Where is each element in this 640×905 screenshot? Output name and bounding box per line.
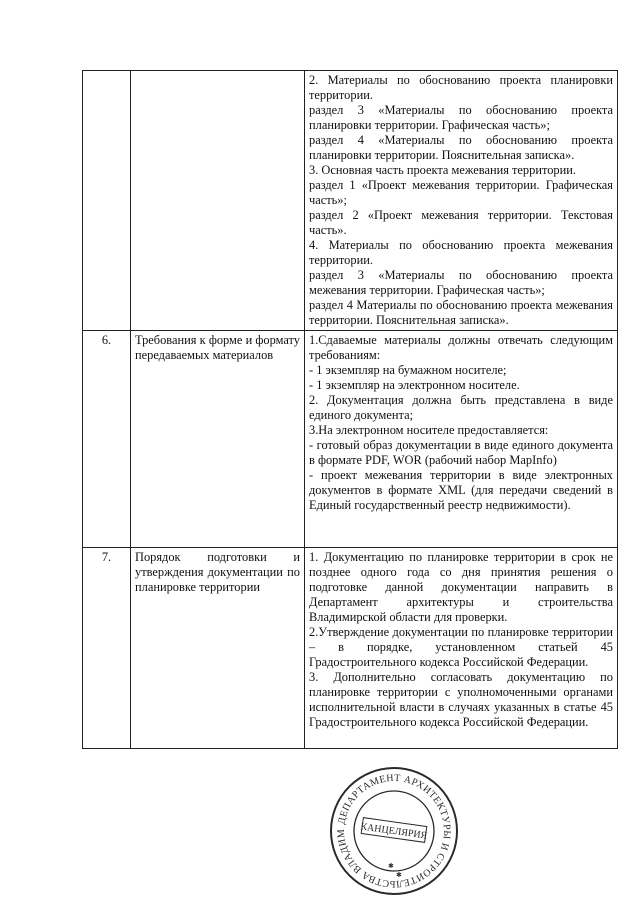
content-paragraph: раздел 4 «Материалы по обоснованию проекта планировки территории. Пояснительная записка». [309, 133, 613, 162]
requirements-table [82, 70, 618, 749]
content-paragraph: - 1 экземпляр на электронном носителе. [309, 378, 520, 392]
requirement-content [305, 71, 618, 331]
content-paragraph: раздел 3 «Материалы по обоснованию проекта планировки территории. Графическая часть»; [309, 103, 613, 132]
seal-graphic [328, 765, 460, 897]
content-paragraph: 3. Дополнительно согласовать документацию по планировке территории с уполномоченными органами исполнительной власти в случаях указанных в статье 45 Градостроительного кодекса Российской Федерации. [309, 670, 613, 729]
content-paragraph: - проект межевания территории в виде электронных документов в формате XML (для передачи сведений в Единый государственный реестр недвижимости). [309, 468, 613, 512]
content-paragraph: раздел 3 «Материалы по обоснованию проекта межевания территории. Графическая часть»; [309, 268, 613, 297]
seal-star-icon: ✱ [388, 862, 394, 870]
content-paragraph: раздел 4 Материалы по обоснованию проекта межевания территории. Пояснительная записка». [309, 298, 613, 327]
content-paragraph: 2. Документация должна быть представлена в виде единого документа; [309, 393, 613, 422]
row-number: 6. [83, 331, 131, 548]
requirement-name [131, 71, 305, 331]
content-paragraph: 1.Сдаваемые материалы должны отвечать следующим требованиям: [309, 333, 613, 362]
table-row [83, 548, 618, 749]
content-paragraph: 4. Материалы по обоснованию проекта межевания территории. [309, 238, 613, 267]
row-number: 7. [83, 548, 131, 749]
content-paragraph: - 1 экземпляр на бумажном носителе; [309, 363, 507, 377]
content-paragraph: 2. Материалы по обоснованию проекта планировки территории. [309, 73, 613, 102]
requirement-content [305, 548, 618, 749]
content-paragraph: раздел 1 «Проект межевания территории. Графическая часть»; [309, 178, 613, 207]
official-seal [328, 765, 460, 897]
content-paragraph: 1. Документацию по планировке территории в срок не позднее одного года со дня принятия решения о подготовке данной документации направить в Департамент архитектуры и строительства Владимирской области для проверки. [309, 550, 613, 624]
content-paragraph: - готовый образ документации в виде единого документа в формате PDF, WOR (рабочий набор MapInfo) [309, 438, 613, 467]
content-paragraph: раздел 2 «Проект межевания территории. Текстовая часть». [309, 208, 613, 237]
content-paragraph: 3. Основная часть проекта межевания территории. [309, 163, 576, 177]
seal-star-icon: ✱ [396, 871, 402, 879]
seal-center-text: КАНЦЕЛЯРИЯ [359, 821, 428, 842]
row-number [83, 71, 131, 331]
requirement-name: Порядок подготовки и утверждения документации по планировке территории [131, 548, 305, 749]
table-row [83, 331, 618, 548]
requirement-name: Требования к форме и формату передаваемых материалов [131, 331, 305, 548]
content-paragraph: 3.На электронном носителе предоставляется: [309, 423, 549, 437]
table-row [83, 71, 618, 331]
requirement-content [305, 331, 618, 548]
seal-ring-text: ДЕПАРТАМЕНТ АРХИТЕКТУРЫ И СТРОИТЕЛЬСТВА ВЛАДИМ [335, 772, 453, 890]
content-paragraph: 2.Утверждение документации по планировке территории – в порядке, установленном статьей 45 Градостроительного кодекса Российской Федерации. [309, 625, 613, 669]
